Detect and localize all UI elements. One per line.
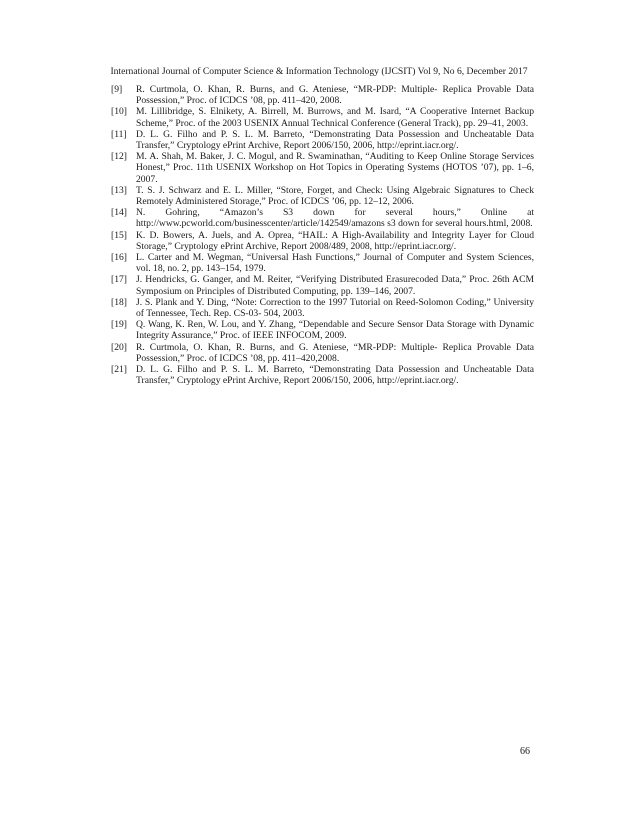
reference-number: [10]	[111, 106, 127, 118]
reference-number: [21]	[111, 364, 127, 376]
reference-text: D. L. G. Filho and P. S. L. M. Barreto, “Demonstrating Data Possession and Uncheatable Data Transfer,” Cryptology ePrint Archive, Report 2006/150, 2006, http://eprint.iacr.org/.	[136, 364, 534, 387]
reference-text: R. Curtmola, O. Khan, R. Burns, and G. Ateniese, “MR-PDP: Multiple- Replica Provable Data Possession,” Proc. of ICDCS ’08, pp. 411–420,2008.	[136, 341, 534, 364]
reference-text: K. D. Bowers, A. Juels, and A. Oprea, “HAIL: A High-Availability and Integrity Layer for Cloud Storage,” Cryptology ePrint Archive, Report 2008/489, 2008, http://eprint.iacr.org/.	[136, 229, 534, 252]
reference-item	[111, 364, 534, 386]
reference-text: D. L. G. Filho and P. S. L. M. Barreto, “Demonstrating Data Possession and Uncheatable Data Transfer,” Cryptology ePrint Archive, Report 2006/150, 2006, http://eprint.iacr.org/.	[136, 128, 534, 152]
reference-number: [14]	[111, 207, 127, 219]
reference-item	[111, 84, 534, 106]
reference-item	[111, 252, 534, 274]
reference-number: [17]	[111, 274, 127, 286]
reference-text: M. Lillibridge, S. Elnikety, A. Birrell, M. Burrows, and M. Isard, “A Cooperative Internet Backup Scheme,” Proc. of the 2003 USENIX Annual Technical Conference (General Track), pp. 29–41, 2003.	[136, 106, 534, 129]
reference-list	[111, 84, 534, 386]
reference-number: [12]	[111, 151, 127, 163]
reference-number: [16]	[111, 252, 127, 264]
running-header: International Journal of Computer Science & Information Technology (IJCSIT) Vol 9, No 6, December 2017	[110, 66, 528, 77]
reference-number: [11]	[111, 128, 127, 140]
page-number: 66	[520, 746, 530, 757]
reference-text: R. Curtmola, O. Khan, R. Burns, and G. Ateniese, “MR-PDP: Multiple- Replica Provable Data Possession,” Proc. of ICDCS ’08, pp. 411–420, 2008.	[136, 84, 534, 107]
reference-text: L. Carter and M. Wegman, “Universal Hash Functions,” Journal of Computer and System Sciences, vol. 18, no. 2, pp. 143–154, 1979.	[136, 252, 534, 275]
reference-text: N. Gohring, “Amazon’s S3 down for several hours,” Online at http://www.pcworld.com/businesscenter/article/142549/amazons s3 down for several hours.html, 2008.	[136, 207, 534, 230]
reference-text: T. S. J. Schwarz and E. L. Miller, “Store, Forget, and Check: Using Algebraic Signatures to Check Remotely Administered Storage,” Proc. of ICDCS ’06, pp. 12–12, 2006.	[136, 184, 534, 208]
reference-text: J. S. Plank and Y. Ding, “Note: Correction to the 1997 Tutorial on Reed-Solomon Coding,” University of Tennessee, Tech. Rep. CS-03- 504, 2003.	[136, 296, 534, 320]
reference-item	[111, 297, 534, 319]
reference-number: [19]	[111, 319, 127, 331]
reference-item	[111, 274, 534, 296]
reference-item	[111, 129, 534, 151]
reference-number: [20]	[111, 341, 127, 353]
reference-item	[111, 230, 534, 252]
reference-number: [15]	[111, 229, 127, 241]
reference-item	[111, 106, 534, 128]
reference-text: J. Hendricks, G. Ganger, and M. Reiter, “Verifying Distributed Erasurecoded Data,” Proc. 26th ACM Symposium on Principles of Distributed Computing, pp. 139–146, 2007.	[136, 274, 534, 297]
reference-text: M. A. Shah, M. Baker, J. C. Mogul, and R. Swaminathan, “Auditing to Keep Online Storage Services Honest,” Proc. 11th USENIX Workshop on Hot Topics in Operating Systems (HOTOS ’07), pp. 1–6, 2007.	[136, 151, 534, 185]
reference-number: [9]	[111, 84, 123, 95]
reference-item	[111, 185, 534, 207]
reference-number: [18]	[111, 296, 127, 308]
reference-item	[111, 207, 534, 229]
reference-item	[111, 342, 534, 364]
reference-text: Q. Wang, K. Ren, W. Lou, and Y. Zhang, “Dependable and Secure Sensor Data Storage with Dynamic Integrity Assurance,” Proc. of IEEE INFOCOM, 2009.	[136, 319, 534, 342]
reference-number: [13]	[111, 184, 127, 196]
reference-item	[111, 319, 534, 341]
reference-item	[111, 151, 534, 185]
